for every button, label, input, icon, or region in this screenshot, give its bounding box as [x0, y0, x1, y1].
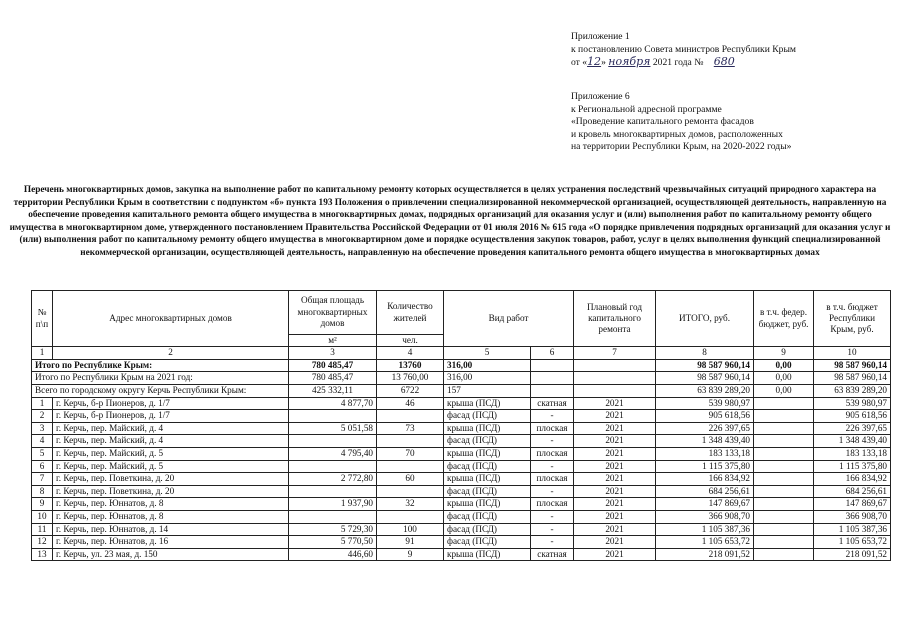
table-row [32, 536, 891, 549]
row-federal [754, 410, 814, 423]
row-federal [754, 447, 814, 460]
table-row [32, 435, 891, 448]
summary-work: 157 [444, 385, 531, 398]
summary-residents: 13760 [377, 359, 444, 372]
empty-cell [531, 372, 574, 385]
row-total: 183 133,18 [656, 447, 754, 460]
table-row [32, 397, 891, 410]
row-regional: 183 133,18 [814, 447, 891, 460]
summary-residents: 6722 [377, 385, 444, 398]
row-work-type: фасад (ПСД) [444, 510, 531, 523]
col-number: 10 [814, 347, 891, 359]
row-federal [754, 485, 814, 498]
row-roof-type: плоская [531, 473, 574, 486]
row-area [289, 460, 377, 473]
row-number: 8 [32, 485, 53, 498]
summary-work: 316,00 [444, 359, 531, 372]
handwritten-month: ноября [608, 55, 651, 69]
row-federal [754, 460, 814, 473]
row-number: 12 [32, 536, 53, 549]
header-regional: в т.ч. бюджет Республики Крым, руб. [814, 291, 891, 347]
row-roof-type: - [531, 485, 574, 498]
row-total: 905 618,56 [656, 410, 754, 423]
row-year: 2021 [574, 536, 656, 549]
summary-total: 63 839 289,20 [656, 385, 754, 398]
col-number: 2 [53, 347, 289, 359]
row-year: 2021 [574, 460, 656, 473]
row-regional: 218 091,52 [814, 548, 891, 561]
row-work-type: фасад (ПСД) [444, 523, 531, 536]
row-number: 7 [32, 473, 53, 486]
row-number: 10 [32, 510, 53, 523]
row-roof-type: плоская [531, 422, 574, 435]
row-residents [377, 510, 444, 523]
row-total: 147 869,67 [656, 498, 754, 511]
table-row [32, 473, 891, 486]
row-number: 4 [32, 435, 53, 448]
empty-cell [531, 385, 574, 398]
header-year: Плановый год капитального ремонта [574, 291, 656, 347]
row-roof-type: скатная [531, 548, 574, 561]
summary-row [32, 372, 891, 385]
header-area: Общая площадь многоквартирных домов [289, 291, 377, 335]
row-address: г. Керчь, б-р Пионеров, д. 1/7 [53, 397, 289, 410]
row-work-type: фасад (ПСД) [444, 435, 531, 448]
row-regional: 684 256,61 [814, 485, 891, 498]
col-number: 7 [574, 347, 656, 359]
empty-cell [574, 359, 656, 372]
row-number: 13 [32, 548, 53, 561]
summary-label: Итого по Республике Крым: [32, 359, 289, 372]
row-federal [754, 435, 814, 448]
row-roof-type: - [531, 410, 574, 423]
row-year: 2021 [574, 510, 656, 523]
row-area: 4 877,70 [289, 397, 377, 410]
appendix-6-line-5: на территории Республики Крым, на 2020-2022 годы» [571, 141, 792, 153]
col-number: 3 [289, 347, 377, 359]
table-row [32, 410, 891, 423]
row-address: г. Керчь, пер. Юннатов, д. 14 [53, 523, 289, 536]
row-total: 1 348 439,40 [656, 435, 754, 448]
row-area [289, 485, 377, 498]
summary-total: 98 587 960,14 [656, 372, 754, 385]
appendix-6-line-3: «Проведение капитального ремонта фасадов [571, 116, 754, 128]
row-work-type: крыша (ПСД) [444, 548, 531, 561]
row-roof-type: - [531, 510, 574, 523]
row-federal [754, 498, 814, 511]
row-regional: 1 105 387,36 [814, 523, 891, 536]
row-residents: 70 [377, 447, 444, 460]
row-total: 684 256,61 [656, 485, 754, 498]
col-number: 1 [32, 347, 53, 359]
summary-area: 425 332,11 [289, 385, 377, 398]
row-residents [377, 410, 444, 423]
empty-cell [574, 385, 656, 398]
row-number: 6 [32, 460, 53, 473]
row-year: 2021 [574, 523, 656, 536]
row-area: 5 051,58 [289, 422, 377, 435]
row-number: 5 [32, 447, 53, 460]
row-residents [377, 435, 444, 448]
row-roof-type: - [531, 523, 574, 536]
row-work-type: фасад (ПСД) [444, 485, 531, 498]
row-area: 446,60 [289, 548, 377, 561]
row-federal [754, 473, 814, 486]
table-row [32, 510, 891, 523]
row-work-type: крыша (ПСД) [444, 397, 531, 410]
col-number: 5 [444, 347, 531, 359]
table-row [32, 422, 891, 435]
row-address: г. Керчь, пер. Майский, д. 4 [53, 435, 289, 448]
appendix-1-date-line [571, 56, 796, 70]
appendix-6-block [571, 91, 791, 154]
header-total: ИТОГО, руб. [656, 291, 754, 347]
summary-residents: 13 760,00 [377, 372, 444, 385]
row-address: г. Керчь, ул. 23 мая, д. 150 [53, 548, 289, 561]
row-roof-type: плоская [531, 498, 574, 511]
appendix-6-line-4: и кровель многоквартирных домов, расположенных [571, 128, 783, 140]
empty-cell [531, 359, 574, 372]
row-regional: 366 908,70 [814, 510, 891, 523]
header-address: Адрес многоквартирных домов [53, 291, 289, 347]
summary-total: 98 587 960,14 [656, 359, 754, 372]
row-federal [754, 422, 814, 435]
header-residents-unit: чел. [377, 335, 444, 347]
row-roof-type: плоская [531, 447, 574, 460]
header-federal: в т.ч. федер. бюджет, руб. [754, 291, 814, 347]
row-number: 9 [32, 498, 53, 511]
row-year: 2021 [574, 435, 656, 448]
row-total: 366 908,70 [656, 510, 754, 523]
empty-cell [574, 372, 656, 385]
row-year: 2021 [574, 422, 656, 435]
row-year: 2021 [574, 498, 656, 511]
summary-regional: 98 587 960,14 [814, 372, 891, 385]
row-total: 1 105 653,72 [656, 536, 754, 549]
row-federal [754, 548, 814, 561]
row-regional: 166 834,92 [814, 473, 891, 486]
row-area: 2 772,80 [289, 473, 377, 486]
row-address: г. Керчь, пер. Поветкина, д. 20 [53, 485, 289, 498]
header-area-unit: м² [289, 335, 377, 347]
summary-federal: 0,00 [754, 372, 814, 385]
date-prefix: от « [571, 57, 588, 69]
row-work-type: фасад (ПСД) [444, 460, 531, 473]
row-roof-type: - [531, 536, 574, 549]
row-address: г. Керчь, б-р Пионеров, д. 1/7 [53, 410, 289, 423]
summary-work: 316,00 [444, 372, 531, 385]
row-work-type: крыша (ПСД) [444, 473, 531, 486]
summary-regional: 98 587 960,14 [814, 359, 891, 372]
col-number: 6 [531, 347, 574, 359]
row-federal [754, 536, 814, 549]
appendix-1-block [571, 31, 796, 70]
date-mid: » [601, 57, 609, 69]
row-address: г. Керчь, пер. Юннатов, д. 8 [53, 498, 289, 511]
col-number: 9 [754, 347, 814, 359]
row-roof-type: - [531, 435, 574, 448]
summary-label: Итого по Республики Крым на 2021 год: [32, 372, 289, 385]
row-federal [754, 510, 814, 523]
row-year: 2021 [574, 410, 656, 423]
row-residents: 60 [377, 473, 444, 486]
summary-federal: 0,00 [754, 385, 814, 398]
handwritten-day: 12 [587, 55, 602, 69]
row-total: 218 091,52 [656, 548, 754, 561]
row-area [289, 510, 377, 523]
row-regional: 1 348 439,40 [814, 435, 891, 448]
row-address: г. Керчь, пер. Юннатов, д. 8 [53, 510, 289, 523]
row-regional: 1 115 375,80 [814, 460, 891, 473]
row-regional: 539 980,97 [814, 397, 891, 410]
row-year: 2021 [574, 397, 656, 410]
appendix-1-reference: к постановлению Совета министров Республики Крым [571, 43, 796, 55]
row-total: 539 980,97 [656, 397, 754, 410]
row-residents: 32 [377, 498, 444, 511]
row-work-type: крыша (ПСД) [444, 422, 531, 435]
table-row [32, 498, 891, 511]
appendix-6-line-2: к Региональной адресной программе [571, 103, 722, 115]
document-title: Перечень многоквартирных домов, закупка на выполнение работ по капитальному ремонту которых осуществляется в целях устранения последствий чрезвычайных ситуаций природного характера на территории Республики Крым в соответствии с подпунктом «б» пункта 193 Положения о привлечении специализированной некоммерческой организацией, осуществляющей деятельность, направленную на обеспечение проведения капитального ремонта общего имущества в многоквартирных домах, подрядных организаций для оказания услуг и (или) выполнения работ по капитальному ремонту общего имущества в многоквартирном доме, утвержденного постановлением Правительства Российской Федерации от 01 июля 2016 № 615 года «О порядке привлечения подрядных организаций для оказания услуг и (или) выполнения работ по капитальному ремонту общего имущества в многоквартирном доме и порядке осуществления закупок товаров, работ, услуг в целях выполнения функций специализированной некоммерческой организации, осуществляющей деятельность, направленную на обеспечение проведения капитального ремонта общего имущества в многоквартирных домах [9, 185, 891, 258]
row-regional: 226 397,65 [814, 422, 891, 435]
row-roof-type: скатная [531, 397, 574, 410]
row-residents: 91 [377, 536, 444, 549]
table-row [32, 447, 891, 460]
summary-row [32, 359, 891, 372]
row-address: г. Керчь, пер. Поветкина, д. 20 [53, 473, 289, 486]
summary-regional: 63 839 289,20 [814, 385, 891, 398]
table-row [32, 548, 891, 561]
col-number: 8 [656, 347, 754, 359]
table-row [32, 460, 891, 473]
row-residents [377, 485, 444, 498]
row-address: г. Керчь, пер. Майский, д. 5 [53, 447, 289, 460]
date-suffix: 2021 года № [650, 57, 704, 69]
appendix-1-title: Приложение 1 [571, 31, 630, 42]
row-number: 1 [32, 397, 53, 410]
row-address: г. Керчь, пер. Майский, д. 4 [53, 422, 289, 435]
row-total: 1 105 387,36 [656, 523, 754, 536]
col-number: 4 [377, 347, 444, 359]
row-residents: 46 [377, 397, 444, 410]
handwritten-number: 680 [713, 55, 735, 69]
row-number: 2 [32, 410, 53, 423]
row-address: г. Керчь, пер. Юннатов, д. 16 [53, 536, 289, 549]
row-total: 166 834,92 [656, 473, 754, 486]
header-residents: Количество жителей [377, 291, 444, 335]
table-row [32, 485, 891, 498]
row-regional: 147 869,67 [814, 498, 891, 511]
row-area [289, 410, 377, 423]
row-residents: 73 [377, 422, 444, 435]
table-row [32, 523, 891, 536]
row-work-type: крыша (ПСД) [444, 447, 531, 460]
row-federal [754, 523, 814, 536]
row-number: 11 [32, 523, 53, 536]
row-residents [377, 460, 444, 473]
row-area: 1 937,90 [289, 498, 377, 511]
row-area: 5 770,50 [289, 536, 377, 549]
row-area: 4 795,40 [289, 447, 377, 460]
summary-area: 780 485,47 [289, 359, 377, 372]
row-year: 2021 [574, 485, 656, 498]
summary-row [32, 385, 891, 398]
summary-label: Всего по городскому округу Керчь Республики Крым: [32, 385, 289, 398]
row-year: 2021 [574, 548, 656, 561]
header-num: № п\п [32, 291, 53, 347]
row-number: 3 [32, 422, 53, 435]
row-area [289, 435, 377, 448]
header-work: Вид работ [444, 291, 574, 347]
summary-area: 780 485,47 [289, 372, 377, 385]
row-roof-type: - [531, 460, 574, 473]
row-regional: 1 105 653,72 [814, 536, 891, 549]
row-total: 226 397,65 [656, 422, 754, 435]
row-address: г. Керчь, пер. Майский, д. 5 [53, 460, 289, 473]
row-year: 2021 [574, 447, 656, 460]
appendix-6-title: Приложение 6 [571, 91, 630, 102]
row-residents: 9 [377, 548, 444, 561]
row-area: 5 729,30 [289, 523, 377, 536]
houses-table [31, 290, 891, 561]
row-residents: 100 [377, 523, 444, 536]
row-total: 1 115 375,80 [656, 460, 754, 473]
summary-federal: 0,00 [754, 359, 814, 372]
row-work-type: крыша (ПСД) [444, 498, 531, 511]
row-year: 2021 [574, 473, 656, 486]
row-work-type: фасад (ПСД) [444, 410, 531, 423]
row-regional: 905 618,56 [814, 410, 891, 423]
row-work-type: фасад (ПСД) [444, 536, 531, 549]
row-federal [754, 397, 814, 410]
